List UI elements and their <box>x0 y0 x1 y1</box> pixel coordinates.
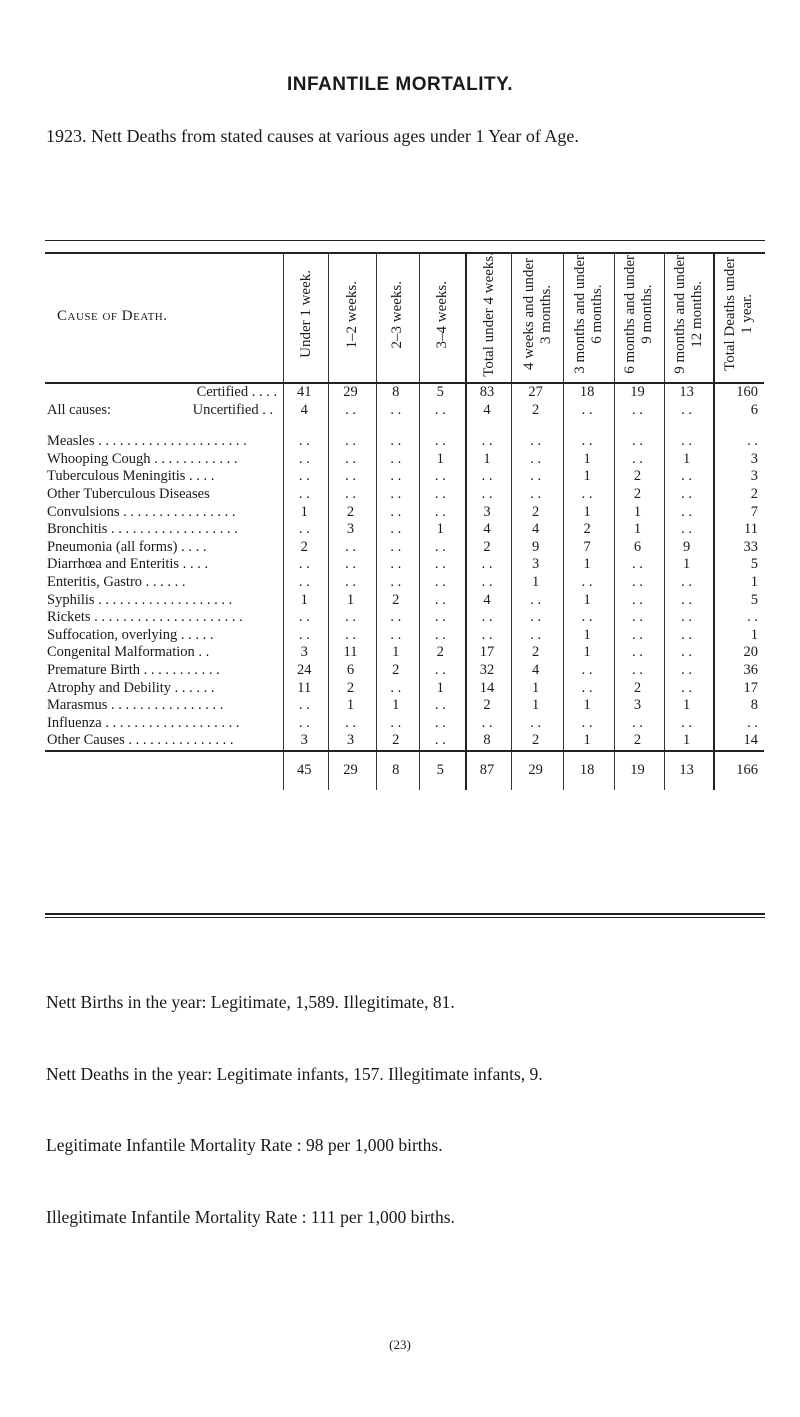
cell: . . <box>329 486 376 504</box>
cell: 1 <box>329 697 376 715</box>
cell: 2 <box>284 539 329 557</box>
cell: 4 <box>284 401 329 419</box>
all-causes-label: All causes: <box>47 401 112 418</box>
cell: 11 <box>329 644 376 662</box>
col-header-1-2-weeks: 1–2 weeks. <box>329 252 376 383</box>
cell: . . <box>664 662 713 680</box>
cell: 1 <box>284 503 329 521</box>
table-row <box>45 451 764 469</box>
totals-row <box>45 751 764 790</box>
cell: . . <box>419 591 465 609</box>
cell: . . <box>329 401 376 419</box>
cell: . . <box>512 468 563 486</box>
cause-label: Congenital Malformation . . <box>47 644 210 661</box>
cell: 2 <box>329 679 376 697</box>
cell: . . <box>419 697 465 715</box>
cell: . . <box>466 468 512 486</box>
cell: . . <box>714 714 765 732</box>
cell: 1 <box>466 451 512 469</box>
cell: 7 <box>714 503 765 521</box>
cell: 17 <box>466 644 512 662</box>
cell: 3 <box>329 521 376 539</box>
cell: . . <box>664 468 713 486</box>
cell: . . <box>466 433 512 451</box>
cell: 18 <box>563 383 614 402</box>
cell: . . <box>466 714 512 732</box>
cell: 41 <box>284 383 329 402</box>
cell: 2 <box>615 679 664 697</box>
cell: 2 <box>376 662 419 680</box>
cell: 4 <box>466 401 512 419</box>
cell: 14 <box>714 732 765 751</box>
cell: 2 <box>714 486 765 504</box>
cell: 5 <box>714 556 765 574</box>
col-header-3-4-weeks: 3–4 weeks. <box>419 252 465 383</box>
cell: . . <box>329 556 376 574</box>
table-row <box>45 609 764 627</box>
cell: 1 <box>512 679 563 697</box>
cell: 6 <box>615 539 664 557</box>
cell: . . <box>419 574 465 592</box>
col-header-total-under-4-weeks: Total under 4 weeks. <box>466 252 512 383</box>
cell: 17 <box>714 679 765 697</box>
cell: . . <box>512 433 563 451</box>
cell: . . <box>376 626 419 644</box>
cell: 1 <box>664 732 713 751</box>
cell: 33 <box>714 539 765 557</box>
cell: 3 <box>284 732 329 751</box>
cell: 83 <box>466 383 512 402</box>
total-cell: 5 <box>419 751 465 790</box>
uncertified-label: All causes: Uncertified . . <box>47 401 274 418</box>
cell: 3 <box>512 556 563 574</box>
cell: 1 <box>512 574 563 592</box>
cell: . . <box>376 609 419 627</box>
total-cell: 8 <box>376 751 419 790</box>
cell: 2 <box>512 503 563 521</box>
col-header-2-3-weeks: 2–3 weeks. <box>376 252 419 383</box>
cell: . . <box>419 609 465 627</box>
cell: . . <box>615 556 664 574</box>
cell: . . <box>329 468 376 486</box>
total-cell: 45 <box>284 751 329 790</box>
cell: 160 <box>714 383 765 402</box>
cell: 8 <box>376 383 419 402</box>
cell: . . <box>376 539 419 557</box>
cell: 20 <box>714 644 765 662</box>
cell: . . <box>376 574 419 592</box>
cell: . . <box>563 433 614 451</box>
cell: . . <box>419 662 465 680</box>
table-caption: 1923. Nett Deaths from stated causes at various ages under 1 Year of Age. <box>46 126 579 146</box>
cause-label: Diarrhœa and Enteritis . . . . <box>47 556 209 573</box>
cell: . . <box>284 697 329 715</box>
cell: 3 <box>615 697 664 715</box>
cell: 3 <box>284 644 329 662</box>
cell: . . <box>419 626 465 644</box>
cell: . . <box>376 433 419 451</box>
table-row <box>45 732 764 751</box>
cell: 8 <box>714 697 765 715</box>
table-row <box>45 539 764 557</box>
cell: . . <box>615 591 664 609</box>
cell: . . <box>664 609 713 627</box>
cell: 9 <box>664 539 713 557</box>
cause-label: Atrophy and Debility . . . . . . <box>47 679 215 696</box>
page-number: (23) <box>389 1337 411 1352</box>
cell: . . <box>419 433 465 451</box>
cell: . . <box>466 486 512 504</box>
col-header-4-weeks-3-months: 4 weeks and under 3 months. <box>512 252 563 383</box>
cell: 9 <box>512 539 563 557</box>
cell: . . <box>329 574 376 592</box>
cell: . . <box>563 662 614 680</box>
cell: . . <box>329 609 376 627</box>
cell: . . <box>284 521 329 539</box>
cell: . . <box>376 679 419 697</box>
total-cell: 166 <box>714 751 765 790</box>
cell: 36 <box>714 662 765 680</box>
cell: 4 <box>512 662 563 680</box>
cell: . . <box>284 714 329 732</box>
cell: 14 <box>466 679 512 697</box>
cell: 1 <box>563 451 614 469</box>
cell: 1 <box>714 626 765 644</box>
cell: 2 <box>376 732 419 751</box>
cause-label: Enteritis, Gastro . . . . . . <box>47 573 186 590</box>
bottom-rule-thin <box>45 917 765 918</box>
cell: . . <box>419 714 465 732</box>
cell: 11 <box>284 679 329 697</box>
total-cell: 87 <box>466 751 512 790</box>
cell: . . <box>329 539 376 557</box>
cell: 1 <box>329 591 376 609</box>
cell: . . <box>376 503 419 521</box>
table-row <box>45 468 764 486</box>
top-rule <box>45 240 765 241</box>
cell: 2 <box>466 539 512 557</box>
cell: . . <box>376 401 419 419</box>
cause-label: Measles . . . . . . . . . . . . . . . . . . . . . <box>47 433 247 450</box>
cell: . . <box>664 401 713 419</box>
cell: 1 <box>563 644 614 662</box>
nett-deaths-line: Nett Deaths in the year: Legitimate infants, 157. Illegitimate infants, 9. <box>46 1064 543 1084</box>
cause-label: Influenza . . . . . . . . . . . . . . . . . . . <box>47 714 240 731</box>
cell: 1 <box>664 556 713 574</box>
cell: 1 <box>419 679 465 697</box>
table-row <box>45 626 764 644</box>
col-header-under-1-week: Under 1 week. <box>284 252 329 383</box>
cell: 1 <box>563 591 614 609</box>
cause-label: Pneumonia (all forms) . . . . <box>47 538 207 555</box>
cell: 3 <box>466 503 512 521</box>
cause-of-death-header: Cause of Death. <box>45 252 284 383</box>
cell: . . <box>615 574 664 592</box>
cell: . . <box>664 574 713 592</box>
cell: . . <box>329 626 376 644</box>
cell: . . <box>664 486 713 504</box>
cell: 2 <box>615 486 664 504</box>
cell: 2 <box>376 591 419 609</box>
cell: . . <box>664 714 713 732</box>
cell: . . <box>664 521 713 539</box>
cell: 6 <box>714 401 765 419</box>
cause-label: Premature Birth . . . . . . . . . . . <box>47 661 220 678</box>
cell: 6 <box>329 662 376 680</box>
table-row <box>45 503 764 521</box>
cell: 4 <box>466 591 512 609</box>
cell: 2 <box>329 503 376 521</box>
cell: . . <box>563 609 614 627</box>
cell: . . <box>376 486 419 504</box>
bottom-rule <box>45 913 765 915</box>
cell: 1 <box>419 451 465 469</box>
cell: 1 <box>563 626 614 644</box>
cell: 2 <box>512 401 563 419</box>
table-row <box>45 574 764 592</box>
cell: . . <box>284 609 329 627</box>
cell: 1 <box>714 574 765 592</box>
certified-row <box>45 383 764 402</box>
cell: . . <box>563 486 614 504</box>
cause-label: Rickets . . . . . . . . . . . . . . . . . . . . . <box>47 609 243 626</box>
cell: . . <box>563 714 614 732</box>
cell: . . <box>512 486 563 504</box>
table-row <box>45 644 764 662</box>
cell: 29 <box>329 383 376 402</box>
cell: . . <box>615 626 664 644</box>
cell: 2 <box>615 468 664 486</box>
cell: . . <box>615 714 664 732</box>
cell: 8 <box>466 732 512 751</box>
cell: . . <box>563 401 614 419</box>
table-row <box>45 662 764 680</box>
nett-births-line: Nett Births in the year: Legitimate, 1,589. Illegitimate, 81. <box>46 992 455 1012</box>
cell: . . <box>466 556 512 574</box>
cause-label: Whooping Cough . . . . . . . . . . . . <box>47 450 238 467</box>
cell: . . <box>664 591 713 609</box>
cell: . . <box>563 679 614 697</box>
cell: 3 <box>714 468 765 486</box>
cell: . . <box>615 451 664 469</box>
cause-label: Syphilis . . . . . . . . . . . . . . . . . . . <box>47 591 233 608</box>
cell: 3 <box>329 732 376 751</box>
cell: . . <box>615 644 664 662</box>
cell: . . <box>615 609 664 627</box>
cell: . . <box>512 451 563 469</box>
cell: . . <box>284 451 329 469</box>
table-row <box>45 521 764 539</box>
cell: . . <box>664 644 713 662</box>
cell: . . <box>419 401 465 419</box>
cell: 4 <box>512 521 563 539</box>
total-cell: 19 <box>615 751 664 790</box>
cause-label: Bronchitis . . . . . . . . . . . . . . . . . . <box>47 521 238 538</box>
cell: . . <box>664 503 713 521</box>
page-title: INFANTILE MORTALITY. <box>286 74 514 95</box>
cell: 2 <box>615 732 664 751</box>
cell: . . <box>466 626 512 644</box>
cell: . . <box>376 451 419 469</box>
cell: . . <box>329 714 376 732</box>
cell: 1 <box>563 732 614 751</box>
cause-label: Other Tuberculous Diseases <box>47 486 210 503</box>
cell: . . <box>615 401 664 419</box>
cell: . . <box>512 591 563 609</box>
cell: 2 <box>512 644 563 662</box>
col-header-total-under-1-year: Total Deaths under 1 year. <box>714 252 765 383</box>
cell: 1 <box>664 697 713 715</box>
col-header-9-12-months: 9 months and under 12 months. <box>664 252 713 383</box>
cell: . . <box>466 609 512 627</box>
cell: . . <box>615 433 664 451</box>
cell: 5 <box>419 383 465 402</box>
cell: 1 <box>563 468 614 486</box>
total-cell: 18 <box>563 751 614 790</box>
cell: . . <box>284 626 329 644</box>
table-row <box>45 697 764 715</box>
cell: 1 <box>419 521 465 539</box>
cell: 19 <box>615 383 664 402</box>
cell: 1 <box>664 451 713 469</box>
cell: . . <box>329 433 376 451</box>
cell: . . <box>419 503 465 521</box>
total-cell: 29 <box>512 751 563 790</box>
cell: . . <box>419 732 465 751</box>
cell: . . <box>376 521 419 539</box>
cell: . . <box>329 451 376 469</box>
cell: . . <box>376 468 419 486</box>
cell: . . <box>466 574 512 592</box>
cause-label: Tuberculous Meningitis . . . . <box>47 468 215 485</box>
cell: . . <box>664 679 713 697</box>
cell: 1 <box>512 697 563 715</box>
total-cell: 29 <box>329 751 376 790</box>
cell: 1 <box>563 503 614 521</box>
cell: 32 <box>466 662 512 680</box>
header-row <box>45 252 764 383</box>
cell: 1 <box>284 591 329 609</box>
cell: 5 <box>714 591 765 609</box>
cause-label: Marasmus . . . . . . . . . . . . . . . . <box>47 697 224 714</box>
cell: . . <box>664 433 713 451</box>
table-row <box>45 556 764 574</box>
cause-label: Other Causes . . . . . . . . . . . . . . . <box>47 732 234 749</box>
table-row <box>45 679 764 697</box>
cell: 11 <box>714 521 765 539</box>
cell: . . <box>376 556 419 574</box>
cell: 1 <box>615 521 664 539</box>
cell: . . <box>376 714 419 732</box>
total-cell: 13 <box>664 751 713 790</box>
cell: . . <box>284 574 329 592</box>
cell: . . <box>714 433 765 451</box>
illegitimate-rate-line: Illegitimate Infantile Mortality Rate : 111 per 1,000 births. <box>46 1207 455 1227</box>
cell: 2 <box>419 644 465 662</box>
cell: 2 <box>512 732 563 751</box>
table-body <box>45 383 764 751</box>
cell: 1 <box>615 503 664 521</box>
cell: . . <box>419 539 465 557</box>
cause-label: Convulsions . . . . . . . . . . . . . . . . <box>47 503 236 520</box>
cell: . . <box>563 574 614 592</box>
mortality-table-wrapper <box>45 252 765 790</box>
cell: . . <box>284 486 329 504</box>
cell: 2 <box>563 521 614 539</box>
table-row <box>45 486 764 504</box>
table-row <box>45 714 764 732</box>
cause-label: Suffocation, overlying . . . . . <box>47 626 214 643</box>
cell: . . <box>664 626 713 644</box>
cell: 4 <box>466 521 512 539</box>
cell: 3 <box>714 451 765 469</box>
spacer-row <box>45 419 764 433</box>
cell: 2 <box>466 697 512 715</box>
cell: 1 <box>376 697 419 715</box>
certified-label: Certified . . . . <box>196 384 278 401</box>
table-row <box>45 433 764 451</box>
cell: . . <box>419 468 465 486</box>
cell: 7 <box>563 539 614 557</box>
cell: . . <box>284 468 329 486</box>
legitimate-rate-line: Legitimate Infantile Mortality Rate : 98 per 1,000 births. <box>46 1135 443 1155</box>
cell: . . <box>512 626 563 644</box>
cell: 1 <box>563 697 614 715</box>
cell: . . <box>419 486 465 504</box>
cell: . . <box>512 714 563 732</box>
cell: 1 <box>376 644 419 662</box>
col-header-3-6-months: 3 months and under 6 months. <box>563 252 614 383</box>
cell: . . <box>419 556 465 574</box>
mortality-table <box>45 252 764 790</box>
cell: . . <box>284 556 329 574</box>
cell: . . <box>615 662 664 680</box>
cell: 24 <box>284 662 329 680</box>
uncertified-row <box>45 401 764 419</box>
cell: . . <box>512 609 563 627</box>
cell: . . <box>284 433 329 451</box>
table-row <box>45 591 764 609</box>
cell: 13 <box>664 383 713 402</box>
col-header-6-9-months: 6 months and under 9 months. <box>615 252 664 383</box>
cell: . . <box>714 609 765 627</box>
cell: 1 <box>563 556 614 574</box>
cell: 27 <box>512 383 563 402</box>
